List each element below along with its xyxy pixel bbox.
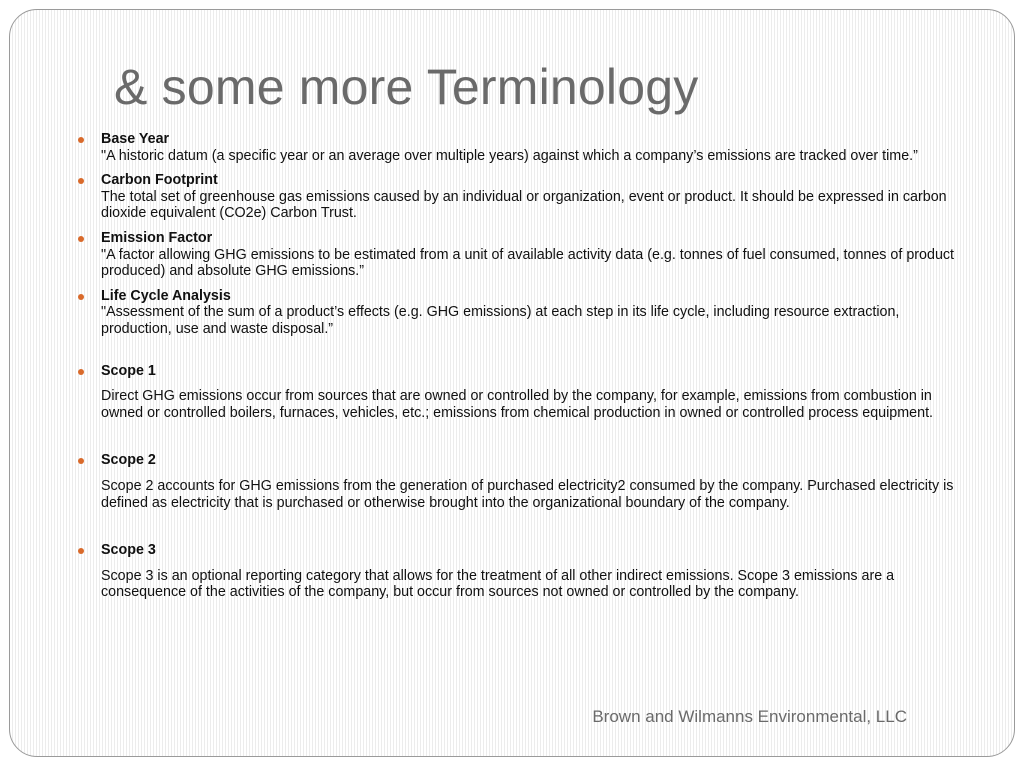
footer-company-name: Brown and Wilmanns Environmental, LLC: [592, 707, 907, 726]
term-name: Carbon Footprint: [101, 172, 218, 189]
term-definition: Scope 2 accounts for GHG emissions from the generation of purchased electricity2 consumed by the company. Purchased electricity is defined as electricity that is purchased or otherwise brought into the organizational boundary of the company.: [101, 477, 954, 511]
term-definition: Scope 3 is an optional reporting category that allows for the treatment of all other indirect emissions. Scope 3 emissions are a consequence of the activities of the company, but occur from sources not owned or controlled by the company.: [101, 567, 895, 601]
bullet-dot-icon: [78, 458, 84, 464]
term-name: Scope 3: [101, 542, 156, 559]
bullet-dot-icon: [78, 294, 84, 300]
bullet-dot-icon: [78, 236, 84, 242]
bullet-dot-icon: [78, 369, 84, 375]
terminology-list: [101, 131, 963, 601]
term-definition: The total set of greenhouse gas emissions caused by an individual or organization, event or product. It should be expressed in carbon dioxide equivalent (CO2e) Carbon Trust.: [101, 188, 947, 222]
term-name: Emission Factor: [101, 229, 213, 246]
list-item-carbon-footprint: [101, 172, 963, 222]
list-item-emission-factor: [101, 230, 963, 280]
bullet-dot-icon: [78, 137, 84, 143]
term-name: Base Year: [101, 131, 170, 147]
term-name: Life Cycle Analysis: [101, 287, 231, 304]
slide-title: & some more Terminology: [114, 59, 699, 115]
list-item-base-year: [101, 131, 963, 164]
slide: [9, 9, 1015, 757]
list-item-scope-1: [101, 363, 963, 422]
term-name: Scope 1: [101, 362, 156, 379]
bullet-dot-icon: [78, 178, 84, 184]
term-definition: "A factor allowing GHG emissions to be estimated from a unit of available activity data (e.g. tonnes of fuel consumed, tonnes of product produced) and absolute GHG emissions.”: [101, 246, 955, 280]
term-definition: "Assessment of the sum of a product’s effects (e.g. GHG emissions) at each step in its life cycle, including resource extraction, production, use and waste disposal.”: [101, 304, 900, 337]
term-name: Scope 2: [101, 452, 156, 469]
list-item-life-cycle-analysis: [101, 288, 963, 338]
term-definition: Direct GHG emissions occur from sources that are owned or controlled by the company, for example, emissions from combustion in owned or controlled boilers, furnaces, vehicles, etc.; emissions from chemical production in owned or controlled process equipment.: [101, 388, 934, 421]
term-definition: "A historic datum (a specific year or an average over multiple years) against which a company’s emissions are tracked over time.”: [101, 147, 918, 164]
list-item-scope-2: [101, 452, 963, 511]
bullet-dot-icon: [78, 548, 84, 554]
list-item-scope-3: [101, 542, 963, 601]
